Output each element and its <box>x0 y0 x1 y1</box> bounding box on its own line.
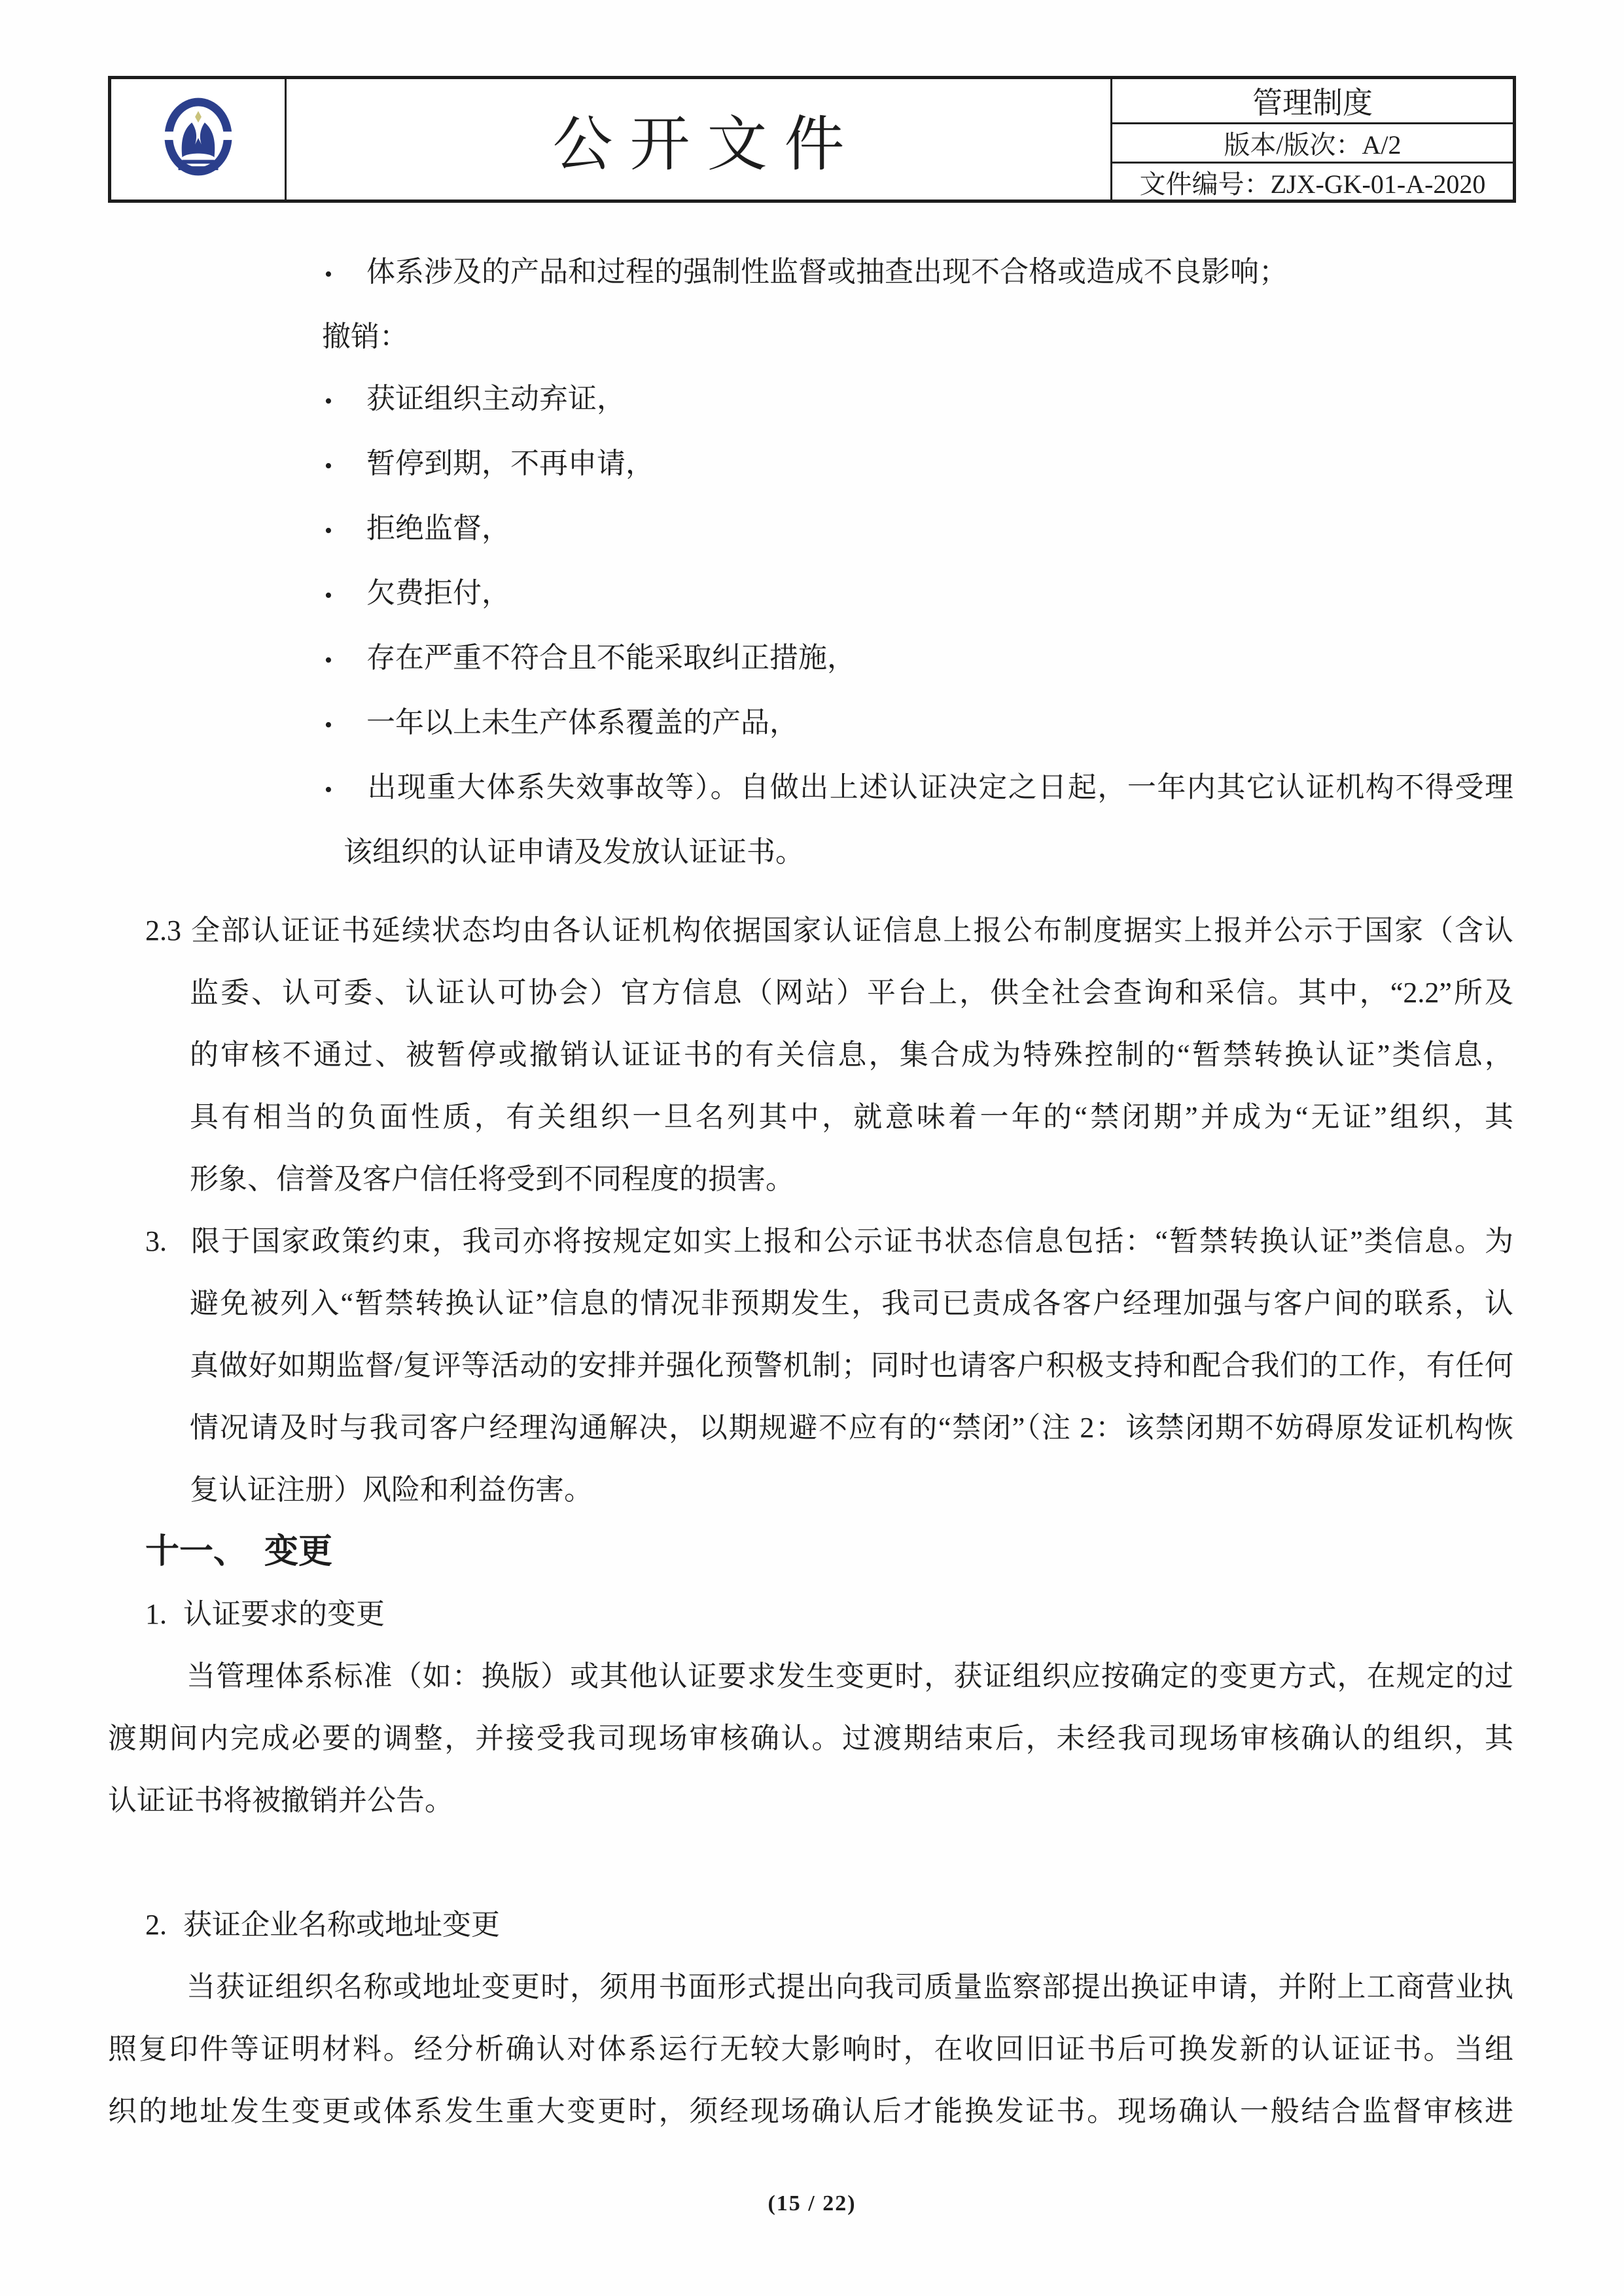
bullet-icon: • <box>325 454 332 478</box>
withdraw-bullet <box>325 562 1513 627</box>
numbered-item-2-3-line: 具有相当的负面性质，有关组织一旦名列其中，就意味着一年的“禁闭期”并成为“无证”组织，其 <box>190 1101 1513 1133</box>
bullet-text: 一年以上未生产体系覆盖的产品， <box>366 706 798 739</box>
bullet-icon: • <box>325 713 332 737</box>
bullet-text: 欠费拒付， <box>366 577 510 609</box>
numbered-item-3-line: 真做好如期监督/复评等活动的安排并强化预警机制；同时也请客户积极支持和配合我们的工作，有任何 <box>190 1349 1513 1382</box>
page-number: (15 / 22) <box>768 2191 856 2216</box>
bullet-text: 体系涉及的产品和过程的强制性监督或抽查出现不合格或造成不良影响； <box>366 256 1288 288</box>
item-number: 1. <box>145 1598 167 1630</box>
doc-number: 文件编号：ZJX-GK-01-A-2020 <box>1139 169 1486 199</box>
bullet-icon: • <box>325 262 332 287</box>
numbered-item-2-3-line: 形象、信誉及客户信任将受到不同程度的损害。 <box>190 1163 794 1195</box>
logo-cell <box>111 79 287 200</box>
numbered-item-3 <box>145 1210 1513 1272</box>
paragraph-line: 当获证组织名称或地址变更时，须用书面形式提出向我司质量监察部提出换证申请，并附上工商营业执 <box>186 1971 1513 2003</box>
numbered-item-2-3 <box>145 899 1513 962</box>
withdraw-label: 撤销： <box>322 321 408 353</box>
bullet-text: 拒绝监督， <box>366 512 510 544</box>
document-header-table <box>108 76 1516 203</box>
paragraph-line: 认证证书将被撤销并公告。 <box>108 1784 453 1817</box>
item-number: 3. <box>145 1225 167 1257</box>
withdraw-bullet <box>325 497 1513 562</box>
numbered-item-2-3-line: 的审核不通过、被暂停或撤销认证证书的有关信息，集合成为特殊控制的“暂禁转换认证”类信息， <box>190 1039 1513 1071</box>
withdraw-bullet <box>325 691 1513 756</box>
sub-item-2 <box>145 1894 1513 1956</box>
paragraph-line: 照复印件等证明材料。经分析确认对体系运行无较大影响时，在收回旧证书后可换发新的认证证书。当组 <box>108 2033 1513 2065</box>
org-logo-icon <box>163 93 234 186</box>
sub-item-1 <box>145 1583 1513 1645</box>
bullet-text: 存在严重不符合且不能采取纠正措施， <box>366 642 856 674</box>
page-footer <box>0 2191 1624 2216</box>
bullet-icon: • <box>325 778 332 802</box>
withdraw-bullet-final <box>325 756 1513 821</box>
withdraw-bullet <box>325 432 1513 497</box>
paragraph-line: 织的地址发生变更或体系发生重大变更时，须经现场确认后才能换发证书。现场确认一般结合监督审核进 <box>108 2095 1513 2127</box>
sub-item-title: 认证要求的变更 <box>183 1598 385 1630</box>
numbered-item-3-line: 情况请及时与我司客户经理沟通解决，以期规避不应有的“禁闭”（注 2：该禁闭期不妨碍原发证机构恢 <box>190 1412 1513 1444</box>
item-number: 2.3 <box>145 914 181 947</box>
title-cell <box>287 79 1112 200</box>
doc-info-cell <box>1112 79 1513 200</box>
withdraw-bullet <box>325 627 1513 691</box>
withdraw-bullet-final-cont: 该组织的认证申请及发放认证证书。 <box>344 836 804 868</box>
section-heading-11: 十一、 变更 <box>145 1533 333 1571</box>
bullet-icon: • <box>325 648 332 672</box>
document-body <box>108 241 1513 2142</box>
sub-item-title: 获证企业名称或地址变更 <box>183 1909 500 1941</box>
doc-version: 版本/版次：A/2 <box>1112 124 1513 164</box>
bullet-item-intro <box>325 241 1513 305</box>
bullet-text: 出现重大体系失效事故等）。自做出上述认证决定之日起，一年内其它认证机构不得受理 <box>366 771 1513 803</box>
bullet-icon: • <box>325 389 332 413</box>
numbered-item-3-line: 复认证注册）风险和利益伤害。 <box>190 1474 593 1506</box>
bullet-text: 暂停到期，不再申请， <box>366 447 654 479</box>
page-title: 公开文件 <box>552 111 862 178</box>
bullet-icon: • <box>325 519 332 543</box>
withdraw-bullet <box>325 368 1513 432</box>
bullet-icon: • <box>325 583 332 608</box>
numbered-item-3-line: 避免被列入“暂禁转换认证”信息的情况非预期发生，我司已责成各客户经理加强与客户间的联系，认 <box>190 1287 1513 1319</box>
doc-type: 管理制度 <box>1112 79 1513 124</box>
bullet-text: 获证组织主动弃证， <box>366 383 626 415</box>
item-number: 2. <box>145 1909 167 1941</box>
paragraph-line: 当管理体系标准（如：换版）或其他认证要求发生变更时，获证组织应按确定的变更方式，在规定的过 <box>186 1660 1513 1692</box>
item-text: 限于国家政策约束，我司亦将按规定如实上报和公示证书状态信息包括：“暂禁转换认证”类信息。为 <box>190 1225 1513 1257</box>
item-text: 全部认证证书延续状态均由各认证机构依据国家认证信息上报公布制度据实上报并公示于国家（含认 <box>190 914 1513 947</box>
paragraph-line: 渡期间内完成必要的调整，并接受我司现场审核确认。过渡期结束后，未经我司现场审核确认的组织，其 <box>108 1722 1513 1754</box>
numbered-item-2-3-line: 监委、认可委、认证认可协会）官方信息（网站）平台上，供全社会查询和采信。其中，“2.2”所及 <box>190 977 1513 1009</box>
